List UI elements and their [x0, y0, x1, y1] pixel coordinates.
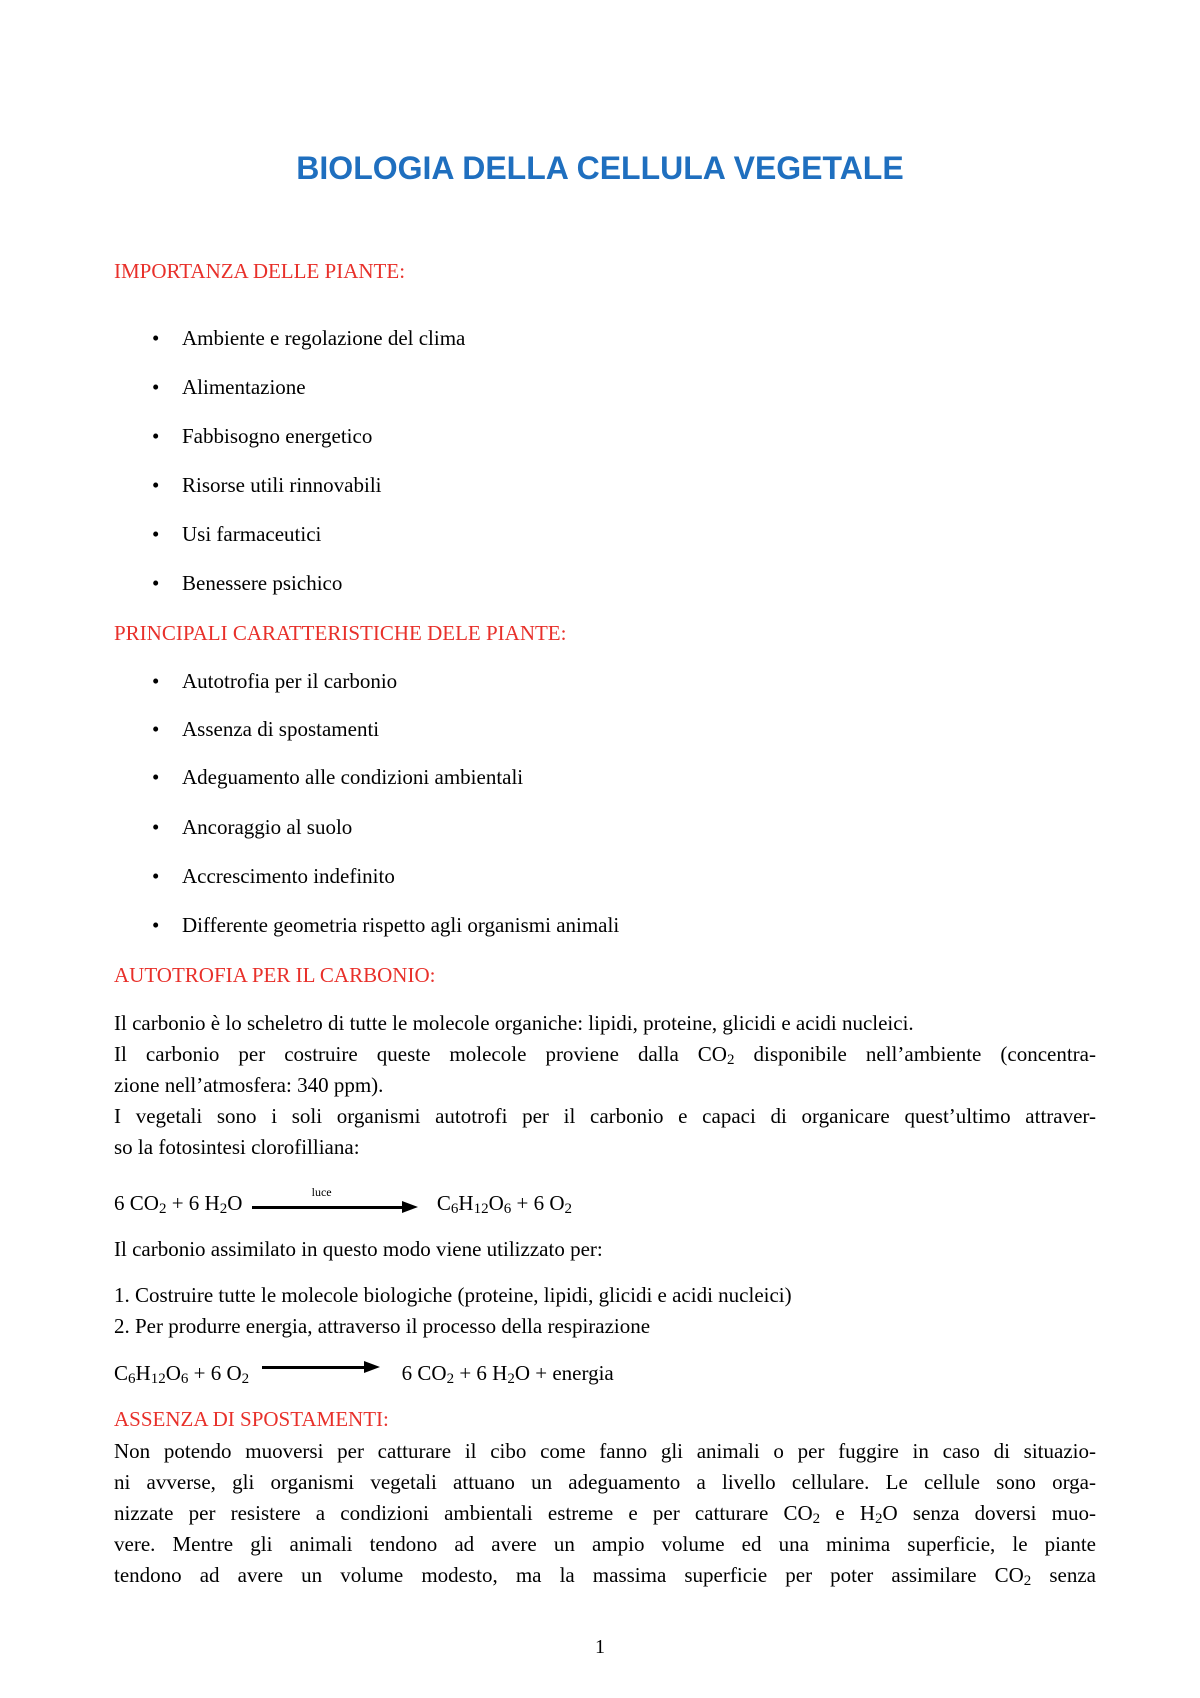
page-number: 1	[595, 1636, 605, 1658]
list-item: • Alimentazione	[152, 372, 465, 421]
bullet-icon: •	[152, 326, 160, 350]
bullet-icon: •	[152, 765, 160, 789]
bullet-icon: •	[152, 424, 160, 448]
bullet-icon: •	[152, 571, 160, 595]
paragraph-line: so la fotosintesi clorofilliana:	[114, 1135, 360, 1159]
paragraph-line: I vegetali sono i soli organismi autotrofi per il carbonio e capaci di organicare quest’ultimo attraver-	[114, 1104, 1096, 1128]
list-item: • Ambiente e regolazione del clima	[152, 323, 465, 372]
document-title: BIOLOGIA DELLA CELLULA VEGETALE	[296, 150, 904, 186]
heading-autotrofia: AUTOTROFIA PER IL CARBONIO:	[114, 963, 436, 987]
bullet-icon: •	[152, 669, 160, 693]
arrow-label: luce	[311, 1185, 332, 1200]
heading-spostamenti: ASSENZA DI SPOSTAMENTI:	[114, 1407, 389, 1431]
bullet-icon: •	[152, 473, 160, 497]
bullet-icon: •	[152, 375, 160, 399]
list-item: • Accrescimento indefinito	[152, 861, 619, 910]
paragraph-line: Non potendo muoversi per catturare il cibo come fanno gli animali o per fuggire in caso di situazio-	[114, 1439, 1096, 1463]
bullet-icon: •	[152, 913, 160, 937]
photosynthesis-equation: 6 $CO_2 + 6$ $H_2O$ luce $C_6H_{12}O_6 + 6$ $O_2$	[114, 1185, 572, 1217]
reaction-arrow-icon	[252, 1185, 418, 1217]
respiration-equation: $C_6H_{12}O_6 + 6$ $O_2$ 6 $CO_2 + 6$ $H_2O$ + energia	[114, 1358, 614, 1389]
paragraph-line: nizzate per resistere a condizioni ambientali estreme e per catturare $CO_2$ e $H_2O$ senza doversi muo-	[114, 1501, 1096, 1527]
list-item: • Differente geometria rispetto agli organismi animali	[152, 910, 619, 959]
paragraph-line: ni avverse, gli organismi vegetali attuano un adeguamento a livello cellulare. Le cellule sono orga-	[114, 1470, 1096, 1494]
reaction-arrow-icon	[262, 1356, 380, 1380]
list-item: • Benessere psichico	[152, 568, 465, 617]
bullet-icon: •	[152, 864, 160, 888]
paragraph-line: vere. Mentre gli animali tendono ad avere un ampio volume ed una minima superficie, le piante	[114, 1532, 1096, 1556]
list-item: • Risorse utili rinnovabili	[152, 470, 465, 519]
heading-caratteristiche: PRINCIPALI CARATTERISTICHE DELE PIANTE:	[114, 621, 567, 645]
numbered-item: 1. Costruire tutte le molecole biologiche (proteine, lipidi, glicidi e acidi nucleici)	[114, 1283, 792, 1307]
paragraph-line: tendono ad avere un volume modesto, ma la massima superficie per poter assimilare $CO_2$ senza	[114, 1563, 1096, 1589]
paragraph: Il carbonio è lo scheletro di tutte le molecole organiche: lipidi, proteine, glicidi e acidi nucleici.	[114, 1011, 914, 1035]
numbered-item: 2. Per produrre energia, attraverso il processo della respirazione	[114, 1314, 651, 1338]
list-item: • Assenza di spostamenti	[152, 714, 619, 762]
list-caratteristiche	[152, 666, 619, 959]
paragraph: Il carbonio assimilato in questo modo viene utilizzato per:	[114, 1237, 603, 1261]
list-item: • Adeguamento alle condizioni ambientali	[152, 762, 619, 812]
bullet-icon: •	[152, 815, 160, 839]
paragraph-line: zione nell’atmosfera: 340 ppm).	[114, 1073, 384, 1097]
heading-importanza: IMPORTANZA DELLE PIANTE:	[114, 259, 406, 283]
bullet-icon: •	[152, 522, 160, 546]
list-item: • Fabbisogno energetico	[152, 421, 465, 470]
paragraph-line: Il carbonio per costruire queste molecole proviene dalla $CO_2$ disponibile nell’ambiente (concentra-	[114, 1042, 1096, 1068]
list-item: • Autotrofia per il carbonio	[152, 666, 619, 714]
list-item: • Ancoraggio al suolo	[152, 812, 619, 861]
bullet-icon: •	[152, 717, 160, 741]
list-importanza	[152, 323, 465, 617]
list-item: • Usi farmaceutici	[152, 519, 465, 568]
